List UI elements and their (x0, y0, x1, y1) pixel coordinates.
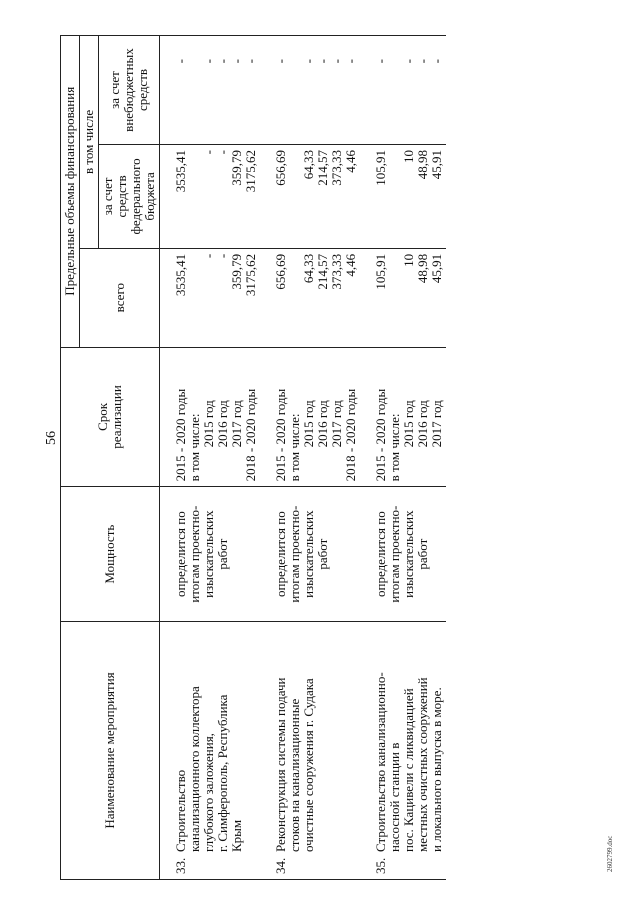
term-line: 2016 год (215, 400, 230, 448)
federal-value: 10 (401, 150, 416, 163)
power-line: работ (415, 538, 430, 570)
term-line: в том числе: (387, 413, 402, 482)
name-line: стоков на канализационные (287, 698, 302, 852)
extrabudget-value: - (229, 59, 244, 64)
header-federal-line: за счет (100, 177, 115, 216)
total-value: 3535,41 (173, 253, 188, 297)
federal-value (288, 150, 302, 243)
total-value (288, 254, 302, 342)
total-value: 656,69 (273, 253, 288, 290)
row-federal-cell (360, 145, 446, 249)
name-line: глубокого заложения, (201, 733, 216, 852)
header-federal-line: бюджета (142, 172, 157, 221)
name-line: г. Симферополь, Республика (215, 694, 230, 852)
power-line: итогам проектно- (387, 505, 402, 603)
financing-table (60, 35, 446, 880)
federal-value: 3535,41 (173, 150, 188, 193)
total-value: 64,33 (301, 253, 316, 284)
row-name-cell (360, 621, 446, 879)
federal-value: 64,33 (301, 150, 316, 180)
federal-value (388, 150, 402, 243)
term-line: 2015 - 2020 годы (173, 388, 188, 482)
header-extra-line: за счет (107, 71, 122, 109)
federal-value: 48,98 (415, 150, 430, 180)
term-line: 2016 год (415, 400, 430, 448)
header-federal-line: средств (114, 175, 129, 218)
rotated-page-content (60, 35, 620, 880)
term-line: в том числе: (287, 413, 302, 482)
power-line: изыскательских (301, 510, 316, 598)
federal-value: 3175,62 (243, 150, 258, 193)
total-value: 214,57 (315, 253, 330, 290)
row-number: 34. (273, 857, 288, 874)
row-extrabudget-cell (160, 36, 261, 145)
term-line: 2017 год (329, 400, 344, 448)
term-line: 2018 - 2020 годы (343, 388, 358, 482)
power-line: работ (315, 538, 330, 570)
term-line: 2015 год (301, 400, 316, 448)
extrabudget-value: - (273, 59, 288, 64)
federal-value: 656,69 (273, 150, 288, 186)
name-line: Строительство канализационно- (373, 672, 388, 852)
total-value: 48,98 (415, 253, 430, 284)
table-row (360, 36, 446, 880)
extrabudget-value (288, 41, 302, 139)
term-line: 2015 - 2020 годы (273, 388, 288, 482)
name-line: местных очистных сооружений (415, 677, 430, 852)
row-total-cell (160, 248, 261, 347)
federal-value: 359,79 (229, 150, 244, 186)
row-power-cell (260, 487, 360, 622)
term-line: 2015 год (201, 400, 216, 448)
row-term-cell (160, 347, 261, 487)
extrabudget-value: - (429, 59, 444, 64)
term-line: 2016 год (315, 400, 330, 448)
row-number: 35. (373, 857, 388, 874)
extrabudget-value: - (301, 59, 316, 64)
total-value (388, 254, 402, 342)
row-total-cell (260, 248, 360, 347)
extrabudget-value: - (215, 59, 230, 64)
federal-value: - (215, 150, 230, 155)
federal-value (188, 150, 202, 243)
power-line: итогам проектно- (187, 505, 202, 603)
header-total: всего (80, 248, 160, 347)
extrabudget-value: - (401, 59, 416, 64)
term-line: в том числе: (187, 413, 202, 482)
row-term-cell (360, 347, 446, 487)
name-line: Крым (229, 819, 244, 852)
extrabudget-value: - (343, 59, 358, 64)
name-line: пос. Кацивели с ликвидацией (401, 688, 416, 852)
row-total-cell (360, 248, 446, 347)
power-line: определится по (273, 511, 288, 597)
extrabudget-value (388, 41, 402, 139)
extrabudget-value: - (173, 59, 188, 64)
power-line: определится по (173, 511, 188, 597)
term-line: 2015 - 2020 годы (373, 388, 388, 482)
header-name: Наименование мероприятия (61, 621, 160, 879)
page-number: 56 (44, 431, 59, 445)
header-limits: Предельные объемы финансирования (61, 36, 80, 348)
row-federal-cell (160, 145, 261, 249)
row-extrabudget-cell (360, 36, 446, 145)
total-value: 3175,62 (243, 253, 258, 297)
federal-value: 105,91 (373, 150, 388, 186)
extrabudget-value (188, 41, 202, 139)
name-line: очистные сооружения г. Судака (301, 678, 316, 852)
total-value: 359,79 (229, 253, 244, 290)
total-value: 373,33 (329, 253, 344, 290)
table-row (160, 36, 261, 880)
header-extra-line: внебюджетных (121, 48, 136, 132)
row-name-cell (160, 621, 261, 879)
name-line: Строительство (173, 769, 188, 852)
total-value: 45,91 (429, 253, 444, 284)
federal-value: 373,33 (329, 150, 344, 186)
total-value: 10 (401, 253, 416, 267)
total-value: - (201, 253, 216, 259)
power-line: итогам проектно- (287, 505, 302, 603)
term-line: 2017 год (229, 400, 244, 448)
power-line: изыскательских (201, 510, 216, 598)
total-value: 105,91 (373, 253, 388, 290)
total-value: - (215, 253, 230, 259)
extrabudget-value: - (243, 59, 258, 64)
name-line: насосной станции в (387, 742, 402, 852)
extrabudget-value: - (373, 59, 388, 64)
term-line: 2018 - 2020 годы (243, 388, 258, 482)
header-extra-line: средств (135, 68, 150, 112)
header-term-line: Срок (95, 402, 110, 431)
row-power-cell (160, 487, 261, 622)
term-line: 2017 год (429, 400, 444, 448)
power-line: работ (215, 538, 230, 570)
table-row (260, 36, 360, 880)
row-federal-cell (260, 145, 360, 249)
row-term-cell (260, 347, 360, 487)
power-line: изыскательских (401, 510, 416, 598)
row-name-cell (260, 621, 360, 879)
header-extrabudget (99, 36, 160, 145)
total-value (188, 254, 202, 342)
extrabudget-value: - (329, 59, 344, 64)
federal-value: 4,46 (343, 150, 358, 173)
row-power-cell (360, 487, 446, 622)
extrabudget-value: - (201, 59, 216, 64)
power-line: определится по (373, 511, 388, 597)
federal-value: 45,91 (429, 150, 444, 180)
name-line: Реконструкция системы подачи (273, 677, 288, 852)
header-including: в том числе (80, 36, 99, 249)
federal-value: 214,57 (315, 150, 330, 186)
row-extrabudget-cell (260, 36, 360, 145)
header-power: Мощность (61, 487, 160, 622)
term-line: 2015 год (401, 400, 416, 448)
extrabudget-value: - (315, 59, 330, 64)
header-federal (99, 145, 160, 249)
name-line: канализационного коллектора (187, 686, 202, 852)
header-term (61, 347, 160, 487)
row-number: 33. (173, 857, 188, 874)
extrabudget-value: - (415, 59, 430, 64)
total-value: 4,46 (343, 253, 358, 277)
footer-document-code: 2602799.doc (606, 835, 614, 872)
federal-value: - (201, 150, 216, 155)
name-line: и локального выпуска в море. (429, 687, 444, 852)
header-federal-line: федерального (128, 158, 143, 235)
header-term-line: реализации (109, 385, 124, 449)
